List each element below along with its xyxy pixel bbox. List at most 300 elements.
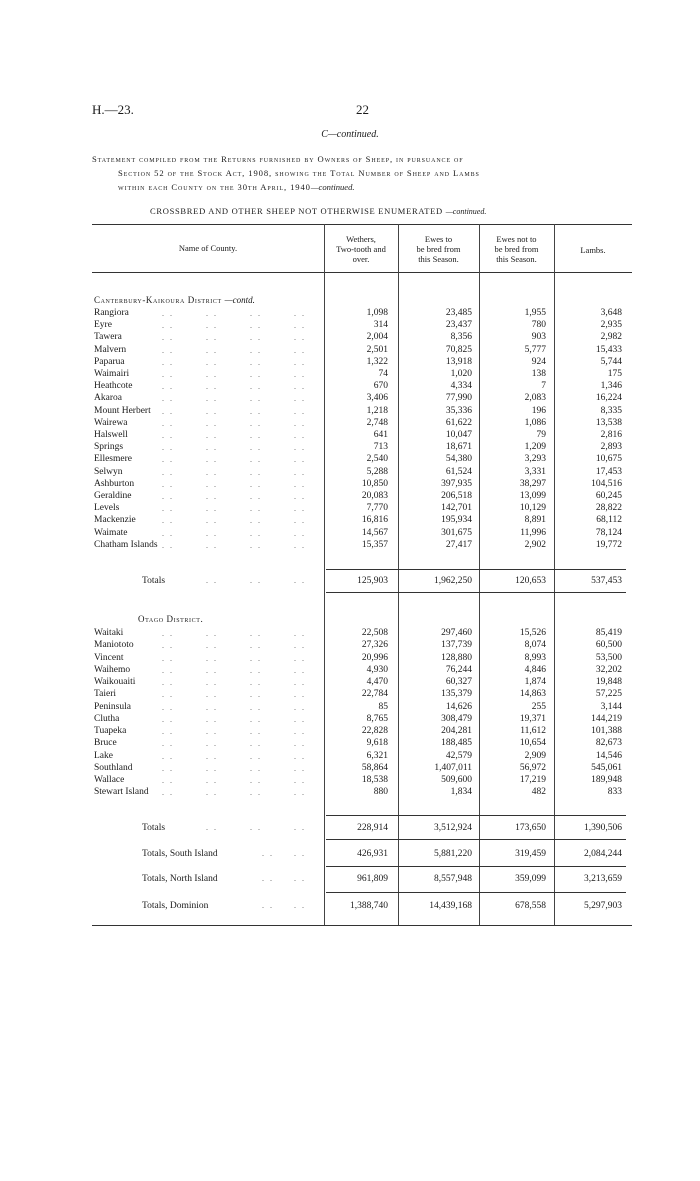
wethers-value: 1,218 [366, 405, 388, 416]
wethers-value: 9,618 [366, 738, 388, 749]
ewes-bred-value: 27,417 [445, 539, 472, 550]
total-lambs: 3,213,659 [584, 874, 622, 884]
wethers-value: 2,501 [366, 344, 388, 355]
total-wethers: 1,388,740 [350, 901, 388, 911]
wethers-value: 58,864 [361, 762, 388, 773]
county-name: Waihemo [94, 664, 131, 675]
wethers-value: 20,083 [361, 491, 388, 501]
ewes-bred-value: 1,020 [450, 369, 472, 379]
lambs-value: 16,224 [595, 393, 622, 404]
leader-dots: . . . . . . . . [162, 504, 306, 514]
wethers-value: 2,004 [366, 332, 388, 343]
table-row [0, 540, 700, 551]
leader-dots: . . . . . . . . [162, 443, 306, 453]
lambs-value: 60,500 [595, 640, 622, 651]
subtitle-continued: —continued. [445, 207, 487, 216]
column-header-ewes-bred: Ewes to be bred from this Season. [416, 234, 461, 264]
county-name: Waitaki [94, 628, 124, 638]
ewes-not-bred-value: 482 [531, 787, 546, 798]
lambs-value: 2,935 [600, 320, 622, 331]
leader-dots: . . . . . . . . [162, 528, 306, 538]
table-header-rule [92, 272, 632, 273]
column-header-name: Name of County. [178, 243, 238, 253]
total-lambs: 5,297,903 [584, 901, 622, 911]
wethers-value: 670 [373, 381, 388, 392]
lambs-value: 3,144 [600, 701, 622, 712]
ewes-not-bred-value: 2,909 [524, 750, 546, 761]
otago-totals-bottom-rule [326, 839, 626, 840]
leader-dots: . . . . . . . . [162, 321, 306, 331]
ewes-not-bred-value: 1,874 [524, 677, 546, 687]
wethers-value: 4,930 [366, 664, 388, 675]
page-reference: H.—23. [92, 102, 134, 117]
leader-dots: . . . . . . . . [162, 382, 306, 392]
ewes-bred-value: 1,407,011 [434, 762, 472, 773]
leader-dots: . . . . . . . . [162, 394, 306, 404]
totals-label: Totals [142, 823, 166, 833]
lambs-value: 1,346 [600, 381, 622, 392]
table-row [0, 381, 700, 392]
ewes-bred-value: 297,460 [441, 628, 472, 638]
ewes-not-bred-value: 1,955 [524, 308, 546, 318]
ewes-not-bred-value: 56,972 [519, 762, 546, 773]
county-name: Springs [94, 442, 124, 453]
ewes-bred-value: 142,701 [441, 503, 472, 514]
ewes-not-bred-value: 924 [531, 356, 546, 367]
lambs-value: 78,124 [595, 527, 622, 538]
ewes-bred-value: 308,479 [441, 713, 472, 724]
leader-dots: . . . . . . . . [162, 714, 306, 724]
column-header-lambs: Lambs. [580, 245, 606, 255]
lambs-value: 14,546 [595, 750, 622, 761]
table-row [0, 308, 700, 319]
wethers-value: 3,406 [366, 393, 388, 404]
county-name: Ashburton [94, 478, 135, 489]
lambs-value: 53,500 [595, 652, 622, 663]
county-name: Waimate [94, 527, 128, 538]
ewes-bred-value: 23,485 [445, 308, 472, 318]
leader-dots: . . . . . . . . [162, 641, 306, 651]
county-name: Mount Herbert [94, 405, 151, 416]
ewes-bred-value: 61,622 [445, 417, 472, 428]
totals-label: Totals, Dominion [142, 901, 209, 911]
table-row [0, 332, 700, 343]
total-wethers: 426,931 [357, 849, 388, 859]
totals-label: Totals, South Island [142, 849, 218, 859]
lambs-value: 68,112 [596, 515, 622, 526]
wethers-value: 713 [373, 442, 388, 453]
total-ewes-bred: 3,512,924 [434, 823, 472, 833]
county-name: Ellesmere [94, 454, 132, 465]
lambs-value: 5,744 [600, 356, 622, 367]
total-ewes-not-bred: 359,099 [515, 874, 546, 884]
ewes-bred-value: 35,336 [445, 405, 472, 416]
county-name: Taieri [94, 689, 117, 700]
leader-dots: . . . . . . . . [162, 739, 306, 749]
lambs-value: 175 [607, 369, 622, 379]
leader-dots: . . . . . . . . [162, 418, 306, 428]
statement-line-2: Section 52 of the Stock Act, 1908, showing the Total Number of Sheep and Lambs [118, 168, 480, 178]
ewes-bred-value: 204,281 [441, 726, 472, 736]
wethers-value: 641 [373, 430, 388, 440]
wethers-value: 7,770 [366, 503, 388, 514]
total-ewes-bred: 8,557,948 [434, 874, 472, 884]
leader-dots: . . . . . . . . [162, 776, 306, 785]
ewes-not-bred-value: 903 [531, 332, 546, 343]
district-heading-otago: Otago District. [138, 614, 204, 624]
leader-dots: . . . . . . . . [162, 492, 306, 501]
county-name: Southland [94, 762, 133, 773]
wethers-value: 314 [373, 320, 388, 331]
table-row [0, 726, 700, 737]
total-lambs: 537,453 [591, 576, 622, 586]
lambs-value: 545,061 [591, 762, 622, 773]
leader-dots: . . . . . . . . [162, 467, 306, 477]
leader-dots: . . . . . . . . [162, 763, 306, 773]
ewes-bred-value: 4,334 [450, 381, 472, 392]
ewes-not-bred-value: 8,993 [524, 652, 546, 663]
leader-dots: . . . . [262, 849, 306, 858]
county-name: Peninsula [94, 701, 131, 712]
county-name: Tuapeka [94, 726, 127, 736]
leader-dots: . . . . . . [206, 823, 306, 832]
total-lambs: 1,390,506 [584, 823, 622, 833]
leader-dots: . . . . . . . . [162, 629, 306, 638]
county-name: Levels [94, 503, 120, 514]
ewes-not-bred-value: 38,297 [519, 478, 546, 489]
total-lambs: 2,084,244 [584, 849, 622, 859]
canterbury-totals-row [0, 575, 700, 587]
statement-title [92, 152, 662, 194]
wethers-value: 5,288 [366, 466, 388, 477]
leader-dots: . . . . . . . . [162, 665, 306, 675]
table-subtitle [150, 206, 486, 216]
lambs-value: 19,772 [595, 539, 622, 550]
ewes-not-bred-value: 4,846 [524, 664, 546, 675]
ewes-bred-value: 76,244 [445, 664, 472, 675]
leader-dots: . . . . . . . . [162, 370, 306, 379]
ewes-not-bred-value: 17,219 [519, 775, 546, 785]
total-wethers: 228,914 [357, 823, 388, 833]
total-wethers: 961,809 [357, 874, 388, 884]
district-heading-canterbury: Canterbury-Kaikoura District —contd. [94, 295, 255, 305]
grand-totals-row-north [0, 873, 700, 885]
table-row [0, 393, 700, 404]
county-name: Lake [94, 750, 113, 761]
lambs-value: 2,893 [600, 442, 622, 453]
lambs-value: 3,648 [600, 308, 622, 318]
ewes-not-bred-value: 2,902 [524, 539, 546, 550]
grand-totals-rule [326, 866, 626, 867]
ewes-not-bred-value: 138 [531, 369, 546, 379]
county-name: Bruce [94, 738, 117, 749]
table-row [0, 406, 700, 417]
lambs-value: 60,245 [595, 491, 622, 501]
ewes-not-bred-value: 5,777 [524, 344, 546, 355]
wethers-value: 22,828 [361, 726, 388, 736]
ewes-bred-value: 18,671 [445, 442, 472, 453]
county-name: Maniototo [94, 640, 134, 651]
subtitle-main: CROSSBRED AND OTHER SHEEP NOT OTHERWISE ENUMERATED [150, 206, 443, 216]
ewes-not-bred-value: 1,209 [524, 442, 546, 453]
table-row [0, 503, 700, 514]
county-name: Vincent [94, 652, 124, 663]
ewes-bred-value: 70,825 [445, 344, 472, 355]
ewes-not-bred-value: 780 [531, 320, 546, 331]
table-row [0, 702, 700, 713]
table-row [0, 442, 700, 453]
table-row [0, 418, 700, 429]
county-name: Malvern [94, 344, 127, 355]
ewes-not-bred-value: 10,129 [519, 503, 546, 514]
leader-dots: . . . . . . . . [162, 540, 306, 550]
table-row [0, 454, 700, 465]
ewes-bred-value: 1,834 [450, 787, 472, 798]
wethers-value: 15,357 [361, 539, 388, 550]
table-row [0, 515, 700, 526]
lambs-value: 82,673 [595, 738, 622, 749]
wethers-value: 2,748 [366, 417, 388, 428]
county-name: Clutha [94, 713, 120, 724]
ewes-bred-value: 509,600 [441, 775, 472, 785]
county-name: Heathcote [94, 381, 133, 392]
total-ewes-bred: 1,962,250 [434, 576, 472, 586]
ewes-bred-value: 10,047 [445, 430, 472, 440]
wethers-value: 1,322 [366, 356, 388, 367]
ewes-bred-value: 301,675 [441, 527, 472, 538]
total-ewes-not-bred: 173,650 [515, 823, 546, 833]
totals-label: Totals, North Island [142, 874, 218, 884]
ewes-not-bred-value: 1,086 [524, 417, 546, 428]
statement-line-3 [92, 180, 662, 194]
table-top-rule [92, 224, 632, 225]
ewes-bred-value: 135,379 [441, 689, 472, 700]
lambs-value: 189,948 [591, 775, 622, 785]
leader-dots: . . . . . . . . [162, 678, 306, 687]
statement-line-3-text: within each County on the 30th April, 1940 [118, 182, 311, 192]
grand-totals-row-south [0, 848, 700, 860]
wethers-value: 6,321 [366, 750, 388, 761]
ewes-not-bred-value: 255 [531, 701, 546, 712]
ewes-bred-value: 54,380 [445, 454, 472, 465]
leader-dots: . . . . . . . . [162, 516, 306, 526]
county-name: Paparua [94, 356, 125, 367]
county-name: Geraldine [94, 491, 132, 501]
grand-totals-rule [326, 892, 626, 893]
ewes-bred-value: 77,990 [445, 393, 472, 404]
lambs-value: 10,675 [595, 454, 622, 465]
table-row [0, 528, 700, 539]
lambs-value: 2,982 [600, 332, 622, 343]
table-row [0, 357, 700, 368]
ewes-not-bred-value: 3,331 [524, 466, 546, 477]
lambs-value: 28,822 [595, 503, 622, 514]
ewes-bred-value: 128,880 [441, 652, 472, 663]
table-row [0, 430, 700, 441]
ewes-not-bred-value: 15,526 [519, 628, 546, 638]
ewes-bred-value: 14,626 [445, 701, 472, 712]
leader-dots: . . . . . . . . [162, 727, 306, 736]
ewes-not-bred-value: 8,891 [524, 515, 546, 526]
table-row [0, 479, 700, 490]
wethers-value: 4,470 [366, 677, 388, 687]
table-row [0, 628, 700, 639]
table-row [0, 751, 700, 762]
leader-dots: . . . . [262, 874, 306, 883]
wethers-value: 27,326 [361, 640, 388, 651]
leader-dots: . . . . . . . . [162, 431, 306, 440]
table-bottom-rule [92, 925, 632, 926]
wethers-value: 18,538 [361, 775, 388, 785]
lambs-value: 13,538 [595, 417, 622, 428]
table-row [0, 738, 700, 749]
table-row [0, 640, 700, 651]
leader-dots: . . . . . . . . [162, 345, 306, 355]
wethers-value: 10,850 [361, 478, 388, 489]
county-name: Halswell [94, 430, 128, 440]
grand-totals-row-dominion [0, 900, 700, 912]
otago-totals-top-rule [326, 815, 626, 816]
county-name: Wallace [94, 775, 125, 785]
lambs-value: 15,433 [595, 344, 622, 355]
ewes-bred-value: 42,579 [445, 750, 472, 761]
lambs-value: 2,816 [600, 430, 622, 440]
ewes-not-bred-value: 14,863 [519, 689, 546, 700]
lambs-value: 104,516 [591, 478, 622, 489]
table-row [0, 775, 700, 786]
ewes-bred-value: 13,918 [445, 356, 472, 367]
ewes-not-bred-value: 13,099 [519, 491, 546, 501]
ewes-bred-value: 188,485 [441, 738, 472, 749]
ewes-bred-value: 61,524 [445, 466, 472, 477]
canterbury-totals-bottom-rule [326, 592, 626, 593]
statement-continued: —continued. [310, 182, 355, 192]
total-ewes-not-bred: 319,459 [515, 849, 546, 859]
table-row [0, 653, 700, 664]
lambs-value: 144,219 [591, 713, 622, 724]
leader-dots: . . . . . . . . [162, 690, 306, 700]
column-header-wethers: Wethers, Two-tooth and over. [336, 234, 386, 264]
table-row [0, 763, 700, 774]
leader-dots: . . . . . . . . [162, 702, 306, 712]
otago-totals-row [0, 822, 700, 834]
wethers-value: 74 [378, 369, 388, 379]
leader-dots: . . . . . . . . [162, 653, 306, 663]
lambs-value: 17,453 [595, 466, 622, 477]
county-name: Waikouaiti [94, 677, 136, 687]
table-row [0, 714, 700, 725]
wethers-value: 8,765 [366, 713, 388, 724]
continued-label: C—continued. [321, 129, 379, 140]
county-name: Waimairi [94, 369, 130, 379]
ewes-bred-value: 206,518 [441, 491, 472, 501]
lambs-value: 19,848 [595, 677, 622, 687]
table-row [0, 787, 700, 798]
lambs-value: 57,225 [595, 689, 622, 700]
ewes-bred-value: 8,356 [450, 332, 472, 343]
county-name: Chatham Islands [94, 539, 158, 550]
leader-dots: . . . . . . . . [162, 455, 306, 465]
ewes-bred-value: 23,437 [445, 320, 472, 331]
totals-label: Totals [142, 576, 166, 586]
county-name: Selwyn [94, 466, 123, 477]
county-name: Mackenzie [94, 515, 136, 526]
leader-dots: . . . . . . . . [162, 406, 306, 416]
total-wethers: 125,903 [357, 576, 388, 586]
table-row [0, 665, 700, 676]
leader-dots: . . . . . . [206, 576, 306, 585]
lambs-value: 32,202 [595, 664, 622, 675]
ewes-not-bred-value: 196 [531, 405, 546, 416]
county-name: Tawera [94, 332, 122, 343]
ewes-not-bred-value: 8,074 [524, 640, 546, 651]
lambs-value: 85,419 [595, 628, 622, 638]
page-number: 22 [356, 102, 369, 117]
county-name: Rangiora [94, 308, 129, 318]
leader-dots: . . . . . . . . [162, 309, 306, 318]
table-row [0, 677, 700, 688]
table-row [0, 467, 700, 478]
wethers-value: 20,996 [361, 652, 388, 663]
leader-dots: . . . . . . . . [162, 333, 306, 343]
leader-dots: . . . . . . . . [162, 788, 306, 798]
lambs-value: 101,388 [591, 726, 622, 736]
ewes-bred-value: 195,934 [441, 515, 472, 526]
table-row [0, 491, 700, 502]
leader-dots: . . . . [262, 901, 306, 910]
wethers-value: 2,540 [366, 454, 388, 465]
total-ewes-bred: 5,881,220 [434, 849, 472, 859]
ewes-bred-value: 397,935 [441, 478, 472, 489]
county-name: Stewart Island [94, 787, 149, 798]
table-row [0, 369, 700, 380]
ewes-not-bred-value: 11,612 [520, 726, 546, 736]
leader-dots: . . . . . . . . [162, 479, 306, 489]
county-name: Wairewa [94, 417, 128, 428]
column-header-ewes-not-bred: Ewes not to be bred from this Season. [494, 234, 539, 264]
wethers-value: 22,784 [361, 689, 388, 700]
table-row [0, 345, 700, 356]
ewes-not-bred-value: 2,083 [524, 393, 546, 404]
wethers-value: 22,508 [361, 628, 388, 638]
ewes-not-bred-value: 10,654 [519, 738, 546, 749]
ewes-not-bred-value: 11,996 [520, 527, 546, 538]
ewes-not-bred-value: 3,293 [524, 454, 546, 465]
wethers-value: 14,567 [361, 527, 388, 538]
statement-line-1: Statement compiled from the Returns furnished by Owners of Sheep, in pursuance of [92, 154, 464, 164]
wethers-value: 16,816 [361, 515, 388, 526]
wethers-value: 85 [378, 701, 388, 712]
total-ewes-bred: 14,439,168 [429, 901, 472, 911]
ewes-bred-value: 60,327 [445, 677, 472, 687]
canterbury-totals-top-rule [326, 569, 626, 570]
lambs-value: 8,335 [600, 405, 622, 416]
ewes-not-bred-value: 79 [536, 430, 546, 440]
county-name: Akaroa [94, 393, 122, 404]
ewes-not-bred-value: 7 [541, 381, 546, 392]
table-row [0, 320, 700, 331]
total-ewes-not-bred: 120,653 [515, 576, 546, 586]
ewes-not-bred-value: 19,371 [519, 713, 546, 724]
wethers-value: 880 [373, 787, 388, 798]
county-name: Eyre [94, 320, 112, 331]
lambs-value: 833 [607, 787, 622, 798]
leader-dots: . . . . . . . . [162, 357, 306, 367]
ewes-bred-value: 137,739 [441, 640, 472, 651]
table-row [0, 689, 700, 700]
total-ewes-not-bred: 678,558 [515, 901, 546, 911]
leader-dots: . . . . . . . . [162, 751, 306, 761]
